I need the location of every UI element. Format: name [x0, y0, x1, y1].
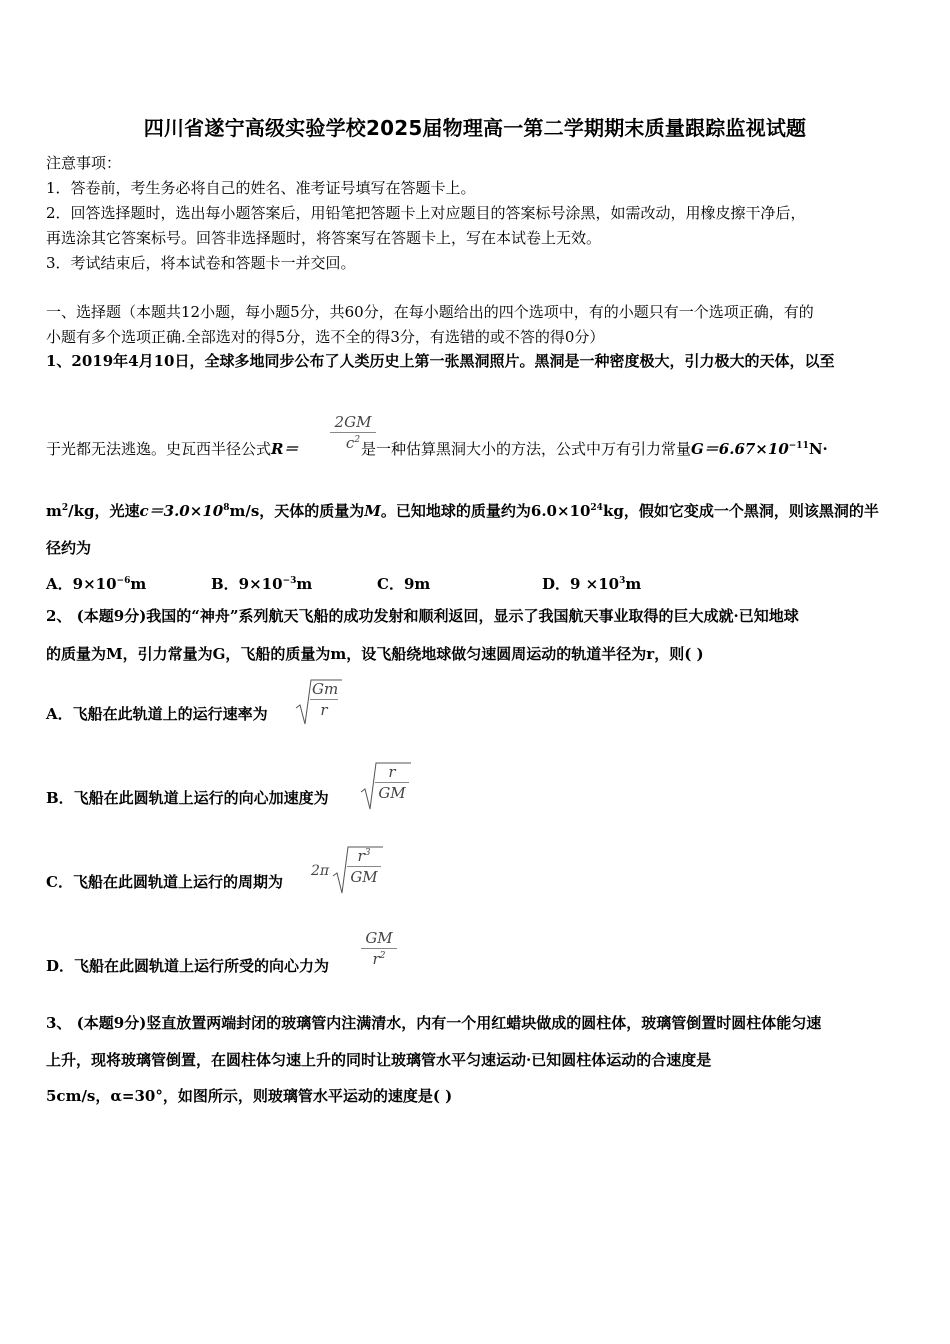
q3-stem-line3: 5cm/s，α=30°，如图所示，则玻璃管水平运动的速度是( )	[46, 1087, 453, 1105]
q2-stem-line2: 的质量为M，引力常量为G，飞船的质量为m，设飞船绕地球做匀速圆周运动的轨道半径为r，则( )	[46, 645, 704, 663]
q3-stem-line2: 上升，现将玻璃管倒置，在圆柱体匀速上升的同时让玻璃管水平匀速运动·已知圆柱体运动的合速度是	[46, 1051, 712, 1069]
q2c-fraction	[347, 847, 381, 886]
fraction-numerator: Gm	[312, 680, 339, 698]
section-heading: 小题有多个选项正确.全部选对的得5分，选不全的得3分，有选错的或不答的得0分）	[46, 328, 605, 346]
q1-option-d[interactable]: D．$9 \times 10^3m$	[542, 575, 642, 593]
q1-g-constant: G＝6.67×10	[690, 440, 789, 458]
q1-stem-line3	[46, 502, 879, 520]
q1-stem: 1、2019年4月10日，全球多地同步公布了人类历史上第一张黑洞照片。黑洞是一种密度极大，引力极大的天体，以至	[46, 352, 835, 370]
fraction-numerator: GM	[365, 929, 393, 947]
q1-text: 是一种估算黑洞大小的方法，公式中万有引力常量	[360, 440, 691, 458]
q1-text: /kg，光速	[68, 502, 140, 520]
q1-sup: 24	[590, 503, 603, 513]
q1-sup: 2	[61, 503, 69, 513]
fraction-bar	[310, 699, 338, 700]
q2-option-b[interactable]: B．飞船在此圆轨道上运行的向心加速度为	[46, 789, 329, 807]
sqrt-radical	[360, 761, 412, 811]
fraction-numerator: r	[388, 763, 396, 781]
q1-light-speed: c＝3.0×10	[139, 502, 224, 520]
page-title: 四川省遂宁高级实验学校2025届物理高一第二学期期末质量跟踪监视试题	[143, 116, 807, 140]
q2-option-c[interactable]: C．飞船在此圆轨道上运行的周期为	[46, 873, 283, 891]
fraction-denominator: $r^2$	[372, 950, 386, 968]
q1-text: m	[46, 502, 62, 520]
notice-heading: 注意事项：	[46, 154, 122, 172]
q1-text: 。已知地球的质量约为6.0×10	[380, 502, 591, 520]
q1-option-a[interactable]: A．$9\times 10^{-6}m$	[46, 575, 147, 593]
q2-option-a[interactable]: A．飞船在此轨道上的运行速率为	[46, 705, 268, 723]
fraction-bar	[330, 432, 376, 433]
q1-stem-line4: 径约为	[46, 539, 92, 557]
fraction-denominator: GM	[350, 868, 378, 886]
q2-stem: 2、 (本题9分)我国的“神舟”系列航天飞船的成功发射和顺利返回，显示了我国航天事业取得的巨大成就·已知地球	[46, 607, 799, 625]
fraction-numerator: 2GM	[334, 413, 372, 431]
q1-stem-line2	[46, 440, 828, 458]
q2d-fraction	[361, 929, 397, 968]
two-pi: 2π	[311, 863, 330, 879]
fraction-numerator: $r^3$	[357, 847, 371, 865]
fraction-bar	[347, 866, 381, 867]
q1-text: 于光都无法逃逸。史瓦西半径公式	[46, 440, 272, 458]
fraction-bar	[361, 948, 397, 949]
section-heading: 一、选择题（本题共12小题，每小题5分，共60分，在每小题给出的四个选项中，有的小题只有一个选项正确，有的	[46, 303, 814, 321]
sqrt-radical	[295, 678, 343, 726]
fraction-denominator: GM	[378, 784, 406, 802]
q2a-fraction	[310, 680, 338, 719]
q2-option-d[interactable]: D．飞船在此圆轨道上运行所受的向心力为	[46, 957, 330, 975]
fraction-denominator: r	[320, 701, 328, 719]
fraction-bar	[375, 782, 409, 783]
q1-option-c[interactable]: C．9m	[377, 575, 431, 593]
notice-item: 2．回答选择题时，选出每小题答案后，用铅笔把答题卡上对应题目的答案标号涂黑，如需改动，用橡皮擦干净后，	[46, 204, 806, 222]
notice-item: 1．答卷前，考生务必将自己的姓名、准考证号填写在答题卡上。	[46, 179, 476, 197]
sqrt-radical	[332, 845, 384, 895]
q1-sup: 8	[223, 503, 230, 513]
q1-mass-symbol: M	[364, 502, 381, 520]
fraction-denominator: $c^2$	[345, 434, 361, 452]
q1-option-b[interactable]: B．$9\times 10^{-3}m$	[211, 575, 313, 593]
q1-formula-fraction	[330, 413, 376, 452]
q1-g-exp: −11	[788, 441, 809, 451]
q1-text: kg，假如它变成一个黑洞，则该黑洞的半	[602, 502, 879, 520]
q3-stem: 3、 (本题9分)竖直放置两端封闭的玻璃管内注满清水，内有一个用红蜡块做成的圆柱体，玻璃管倒置时圆柱体能匀速	[46, 1014, 822, 1032]
notice-item: 3．考试结束后，将本试卷和答题卡一并交回。	[46, 254, 356, 272]
q1-formula-lhs: R＝	[271, 440, 299, 458]
q2b-fraction	[375, 763, 409, 802]
q1-text: m/s，天体的质量为	[229, 502, 365, 520]
notice-item: 再选涂其它答案标号。回答非选择题时，将答案写在答题卡上，写在本试卷上无效。	[46, 229, 602, 247]
q1-g-unit: N·	[808, 440, 828, 458]
